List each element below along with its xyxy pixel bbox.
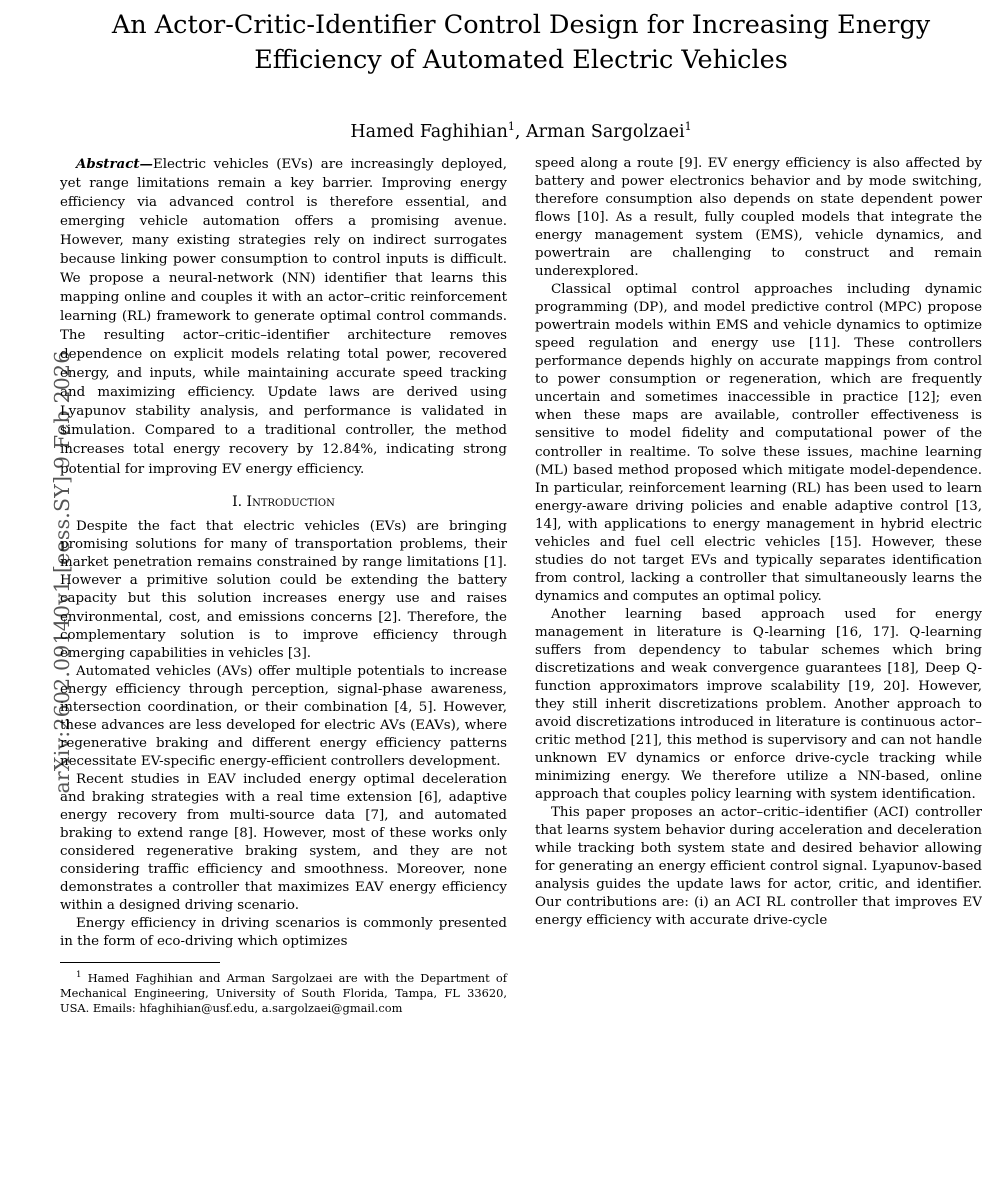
two-column-body <box>60 155 982 1016</box>
paragraph: Another learning based approach used for energy management in literature is Q-learning [16, 17]. Q-learning suffers from dependency to tabular schemes which bring discretizations and weak convergence guarantees [18], Deep Q-function approximators improve scalability [19, 20]. However, they still inherit discretizations problem. Another approach to avoid discretizations introduced in literature is continuous actor–critic method [21], this method is supervisory and can not handle unknown EV dynamics or enforce drive-cycle tracking while minimizing energy. We therefore utilize a NN-based, online approach that couples policy learning with system identification. <box>535 606 982 803</box>
abstract-label: Abstract— <box>76 156 153 172</box>
paragraph: Energy efficiency in driving scenarios is commonly presented in the form of eco-driving which optimizes <box>60 916 507 950</box>
author-two: , Arman Sargolzaei <box>514 122 685 143</box>
footnote-text: Hamed Faghihian and Arman Sargolzaei are with the Department of Mechanical Engineering, University of South Florida, Tampa, FL 33620, USA. Emails: hfaghihian@usf.edu, a.sargolzaei@gmail.com <box>60 970 508 1016</box>
left-column <box>60 155 507 1016</box>
paragraph: Automated vehicles (AVs) offer multiple potentials to increase energy efficiency through perception, signal-phase awareness, intersection coordination, or their combination [4, 5]. However, these advances are less developed for electric AVs (EAVs), where regenerative braking and different energy efficiency patterns necessitate EV-specific energy-efficient controllers development. <box>60 663 507 769</box>
author-one: Hamed Faghihian <box>350 122 508 143</box>
section-heading-introduction: I. Introduction <box>232 493 335 510</box>
abstract-paragraph <box>60 155 507 479</box>
author-one-affiliation-marker: 1 <box>507 120 515 134</box>
author-list <box>81 78 961 142</box>
author-two-affiliation-marker: 1 <box>684 120 692 134</box>
paragraph: Despite the fact that electric vehicles (EVs) are bringing promising solutions for many of transportation problems, their market penetration remains constrained by range limitations [1]. However a primitive solution could be extending the battery capacity but this solution increases energy use and raises environmental, cost, and emissions concerns [2]. Therefore, the complementary solution is to improve efficiency through emerging capabilities in vehicles [3]. <box>60 519 507 661</box>
paragraph: Classical optimal control approaches including dynamic programming (DP), and model predictive control (MPC) propose powertrain models within EMS and vehicle dynamics to optimize speed regulation and energy use [11]. These controllers performance depends highly on accurate mappings from control to power consumption or regeneration, which are frequently uncertain and sometimes inaccessible in practice [12]; even when these maps are available, controller effectiveness is sensitive to model fidelity and computational power of the controller in realtime. To solve these issues, machine learning (ML) based method proposed which mitigate model-dependence. In particular, reinforcement learning (RL) has been used to learn energy-aware driving policies and enable adaptive control [13, 14], with applications to energy management in hybrid electric vehicles and fuel cell electric vehicles [15]. However, these studies do not target EVs and typically separates identification from control, lacking a controller that simultaneously learns the dynamics and computes an optimal policy. <box>535 282 982 604</box>
paragraph: Recent studies in EAV included energy optimal deceleration and braking strategies with a real time extension [6], adaptive energy recovery from multi-source data [7], and automated braking to extend range [8]. However, most of these works only considered regenerative braking system, and they are not considering traffic efficiency and smoothness. Moreover, none demonstrates a controller that maximizes EAV energy efficiency within a designed driving scenario. <box>60 771 507 914</box>
footnote-divider <box>60 962 220 963</box>
right-column <box>535 155 982 1016</box>
page-title: An Actor-Critic-Identifier Control Design for Increasing Energy Efficiency of Automated Electric Vehicles <box>111 10 931 76</box>
footnote <box>60 970 507 1016</box>
footnote-marker: 1 <box>76 970 82 981</box>
paragraph: speed along a route [9]. EV energy efficiency is also affected by battery and power electronics behavior and by mode switching, therefore consumption also depends on state dependent power flows [10]. As a result, fully coupled models that integrate the energy management system (EMS), vehicle dynamics, and powertrain are challenging to construct and remain underexplored. <box>535 156 982 280</box>
paper-content <box>60 0 982 1200</box>
arxiv-stamp: arXiv:2602.09140v1 [eess.SY] 9 Feb 2026 <box>50 350 74 794</box>
paragraph: This paper proposes an actor–critic–identifier (ACI) controller that learns system behavior during acceleration and deceleration while tracking both system state and desired behavior allowing for generating an energy efficient control signal. Lyapunov-based analysis guides the update laws for actor, critic, and identifier. Our contributions are: (i) an ACI RL controller that improves EV energy efficiency with accurate drive-cycle <box>535 805 982 929</box>
abstract-text: Electric vehicles (EVs) are increasingly deployed, yet range limitations remain a key barrier. Improving energy efficiency via advanced control is therefore essential, and emerging vehicle automation offers a promising avenue. However, many existing strategies rely on indirect surrogates because linking power consumption to control inputs is difficult. We propose a neural-network (NN) identifier that learns this mapping online and couples it with an actor–critic reinforcement learning (RL) framework to generate optimal control commands. The resulting actor–critic–identifier architecture removes dependence on explicit models relating total power, recovered energy, and inputs, while maintaining accurate speed tracking and maximizing efficiency. Update laws are derived using Lyapunov stability analysis, and performance is validated in simulation. Compared to a traditional controller, the method increases total energy recovery by 12.84%, indicating strong potential for improving EV energy efficiency. <box>60 157 507 477</box>
